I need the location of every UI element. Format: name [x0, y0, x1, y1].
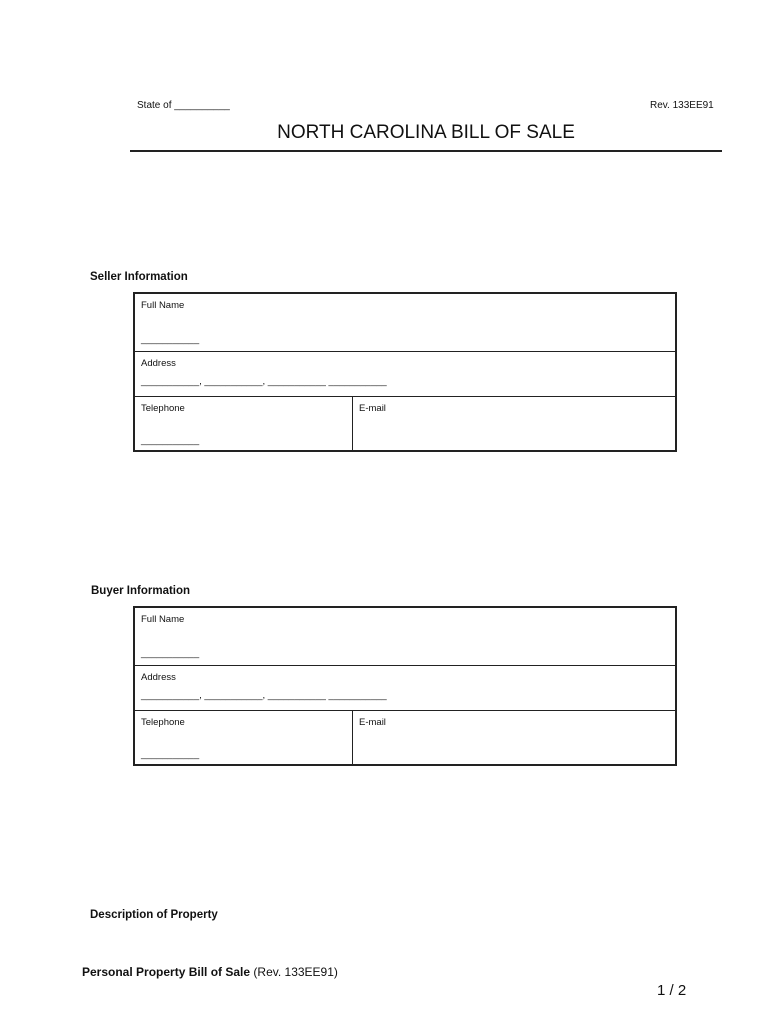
state-line: State of __________	[137, 100, 230, 111]
buyer-full-name-row	[135, 608, 675, 666]
seller-telephone-field[interactable]: ___________	[141, 435, 200, 446]
seller-address-field[interactable]: ___________, ___________, ___________ ___________	[141, 376, 387, 387]
seller-info-table	[133, 292, 677, 452]
buyer-address-label: Address	[141, 672, 176, 683]
footer-doc-title: Personal Property Bill of Sale	[82, 965, 251, 979]
seller-telephone-cell	[135, 397, 353, 452]
seller-section-label: Seller Information	[90, 271, 188, 283]
footer-revision: (Rev. 133EE91)	[253, 965, 338, 979]
seller-contact-row	[135, 397, 675, 452]
seller-telephone-label: Telephone	[141, 403, 185, 414]
buyer-address-row	[135, 666, 675, 711]
seller-address-label: Address	[141, 358, 176, 369]
buyer-address-field[interactable]: ___________, ___________, ___________ ___________	[141, 690, 387, 701]
seller-email-label: E-mail	[359, 403, 386, 414]
revision-label: Rev. 133EE91	[650, 100, 714, 111]
document-title: NORTH CAROLINA BILL OF SALE	[277, 122, 575, 143]
footer-document-name	[82, 965, 338, 979]
title-divider	[130, 150, 722, 152]
buyer-section-label: Buyer Information	[91, 585, 191, 597]
page-indicator: 1 / 2	[657, 982, 687, 999]
buyer-email-cell[interactable]	[353, 711, 675, 766]
property-section-label: Description of Property	[90, 909, 218, 921]
seller-full-name-row	[135, 294, 675, 352]
seller-email-cell[interactable]	[353, 397, 675, 452]
buyer-telephone-cell	[135, 711, 353, 766]
seller-full-name-field[interactable]: ___________	[141, 334, 200, 345]
seller-address-row	[135, 352, 675, 397]
buyer-full-name-label: Full Name	[141, 614, 185, 625]
buyer-info-table	[133, 606, 677, 766]
buyer-email-label: E-mail	[359, 717, 386, 728]
seller-full-name-label: Full Name	[141, 300, 185, 311]
buyer-telephone-label: Telephone	[141, 717, 185, 728]
buyer-contact-row	[135, 711, 675, 766]
buyer-full-name-field[interactable]: ___________	[141, 648, 200, 659]
buyer-telephone-field[interactable]: ___________	[141, 749, 200, 760]
